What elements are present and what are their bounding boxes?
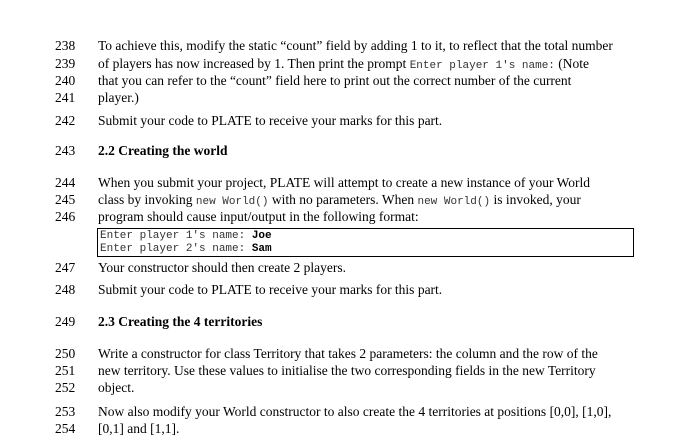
code-sample-box bbox=[97, 228, 634, 257]
line-text bbox=[98, 259, 346, 276]
line-text bbox=[98, 379, 134, 396]
line-number: 250 bbox=[55, 346, 76, 361]
text-run: [0,1] and [1,1]. bbox=[98, 421, 180, 436]
line-number: 248 bbox=[55, 282, 76, 297]
line-number: 247 bbox=[55, 260, 76, 275]
text-run: is invoked, your bbox=[490, 192, 581, 207]
line-text bbox=[98, 362, 596, 379]
line-number: 245 bbox=[55, 192, 76, 207]
text-run: 2.3 Creating the 4 territories bbox=[98, 314, 263, 329]
text-run: Write a constructor for class Territory that takes 2 parameters: the column and the row of the bbox=[98, 346, 598, 361]
line-number: 251 bbox=[55, 363, 76, 378]
line-number: 238 bbox=[55, 38, 76, 53]
line-number: 242 bbox=[55, 113, 76, 128]
line-number: 252 bbox=[55, 380, 76, 395]
text-run: object. bbox=[98, 380, 135, 395]
line-text bbox=[98, 37, 613, 54]
line-number: 249 bbox=[55, 314, 76, 329]
text-run: When you submit your project, PLATE will attempt to create a new instance of your World bbox=[98, 175, 591, 190]
text-run: that you can refer to the “count” field here to print out the correct number of the current bbox=[98, 73, 572, 88]
code-prompt: Enter player 1's name: bbox=[100, 230, 252, 242]
line-number: 253 bbox=[55, 404, 76, 419]
code-input-value: Joe bbox=[251, 230, 272, 242]
line-text bbox=[98, 174, 590, 191]
line-text bbox=[98, 112, 442, 129]
inline-code: new World() bbox=[195, 196, 269, 208]
line-text bbox=[98, 208, 419, 225]
code-line bbox=[100, 243, 272, 256]
inline-code: Enter player 1's name: bbox=[409, 60, 555, 72]
text-run: To achieve this, modify the static “count” field by adding 1 to it, to reflect that the total number bbox=[98, 38, 613, 53]
section-heading bbox=[98, 142, 228, 159]
line-text bbox=[98, 403, 611, 420]
text-run: new territory. Use these values to initialise the two corresponding fields in the new Territory bbox=[98, 363, 596, 378]
text-run: Your constructor should then create 2 players. bbox=[98, 260, 346, 275]
line-text bbox=[98, 72, 571, 89]
text-run: 2.2 Creating the world bbox=[98, 143, 228, 158]
text-run: of players has now increased by 1. Then print the prompt bbox=[98, 56, 410, 71]
inline-code: new World() bbox=[417, 196, 491, 208]
line-text bbox=[98, 89, 139, 106]
line-number: 254 bbox=[55, 421, 76, 436]
line-number: 244 bbox=[55, 175, 76, 190]
line-text bbox=[98, 281, 442, 298]
section-heading bbox=[98, 313, 262, 330]
line-text bbox=[98, 345, 598, 362]
text-run: Now also modify your World constructor to also create the 4 territories at positions [0,0], [1,0], bbox=[98, 404, 612, 419]
line-number: 239 bbox=[55, 56, 76, 71]
line-number: 240 bbox=[55, 73, 76, 88]
text-run: Submit your code to PLATE to receive your marks for this part. bbox=[98, 113, 443, 128]
text-run: with no parameters. When bbox=[268, 192, 418, 207]
text-run: Submit your code to PLATE to receive your marks for this part. bbox=[98, 282, 443, 297]
code-input-value: Sam bbox=[251, 243, 272, 255]
code-prompt: Enter player 2's name: bbox=[100, 243, 252, 255]
text-run: (Note bbox=[554, 56, 590, 71]
text-run: program should cause input/output in the following format: bbox=[98, 209, 419, 224]
line-number: 241 bbox=[55, 90, 76, 105]
text-run: class by invoking bbox=[98, 192, 196, 207]
code-line bbox=[100, 230, 272, 243]
line-number: 246 bbox=[55, 209, 76, 224]
line-number: 243 bbox=[55, 143, 76, 158]
text-run: player.) bbox=[98, 90, 139, 105]
line-text bbox=[98, 420, 179, 437]
